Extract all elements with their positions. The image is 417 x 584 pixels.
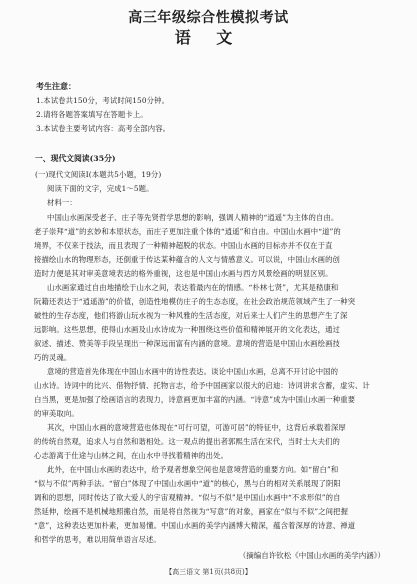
passage-line: 中国山水画深受老子、庄子等先贤哲学思想的影响，强调人精神的“逍遥”为主体的自由。: [47, 213, 339, 222]
notice-item-2: 2.请将各题答案填写在答题卡上。: [36, 110, 148, 119]
section-subheading: (一)现代文阅读Ⅰ(本题共5小题，19分): [35, 170, 162, 179]
passage-line: 心志游离于仕途与山林之间，在山水中寻找着精神的出处。: [34, 451, 229, 460]
passage-line: 远影响。这些思想，使得山水画及山水诗成为一种围绕这些价值和精神展开的文化表达，通过: [34, 325, 341, 334]
passage-line: 叙述、描述、赞美等手段呈现出一种深远而富有内涵的意境。意境的营造是中国山水画绘画技: [34, 339, 341, 348]
section-heading: 一、现代文阅读(35分): [35, 154, 116, 163]
section-instruction: 阅读下面的文字，完成1～5题。: [47, 184, 154, 193]
passage-line: 此外，在中国山水画的表达中，给予观者想象空间也是意境营造的重要方向。如“留白”和: [47, 465, 339, 474]
passage-line: 阮籍还表达于“逍遥游”的价值，创造性地模仿庄子的生态态度，在社会政治规范领域产生了一种突: [34, 297, 356, 306]
material-label: 材料一：: [47, 198, 77, 207]
passage-line: “似与不似”两种手法。“留白”体现了中国山水画中“道”的核心，黑与白的相对关系展现了阴阳: [34, 479, 341, 488]
passage-line: 山水画家通过自由地描绘于山水之间，表达着最内在的情感。“朴林七贤”，尤其是嵇康和: [47, 283, 339, 292]
passage-line: 造时力便是其对审美意境表达的格外重视，这也是中国山水画与西方风景绘画的明显区别。: [34, 269, 333, 278]
passage-line: 破性的生存态度，他们将游山玩水视为一种风雅的生活态度，对后来士人们产生的思想产生了深: [34, 311, 348, 320]
exam-title: 高三年级综合性模拟考试: [128, 10, 289, 26]
passage-line: 的审美取向。: [34, 409, 79, 418]
passage-line: 其次，中国山水画的意境营造也体现在“可行可望，可游可居”的特征中，这背后承载着深厚: [47, 423, 346, 432]
passage-line: 和哲学的思考，难以用简单语言尽述。: [34, 535, 161, 544]
page-footer: 【高三语文 第1页(共8页)】: [165, 568, 252, 576]
passage-line: 境界，不仅来于技法，而且表现了一种精神超脱的状态。中国山水画的目标亦并不仅在于直: [34, 241, 333, 250]
passage-line: 调和的思想，同时传达了欲大爱人的宇宙观精神。“似与不似”是中国山水画中“不求形似”的自: [34, 493, 341, 502]
passage-line: “意”，这种表达更加朴素，更加易懂。中国山水画的美学内涵博大精深，蕴含着深厚的诗意、禅道: [34, 521, 356, 530]
passage-line: 山水诗。诗词中的比兴、借物抒情、托物言志，给予中国画家以很大的启迪：诗词讲求含蓄，虚实、计: [34, 381, 370, 390]
passage-line: 白当黑，更是加强了绘画语言的表现力，诗意画更加丰富的内涵。“诗意”成为中国山水画一种重要: [34, 395, 356, 404]
notice-heading: 考生注意：: [36, 81, 76, 91]
notice-item-3: 3.本试卷主要考试内容：高考全部内容。: [36, 124, 171, 133]
subject-title: 语 文: [174, 28, 243, 47]
source-attribution: （摘编自许钦松《中国山水画的美学内涵》）: [238, 551, 385, 560]
passage-line: 老子崇拜“道”的玄妙和本原状态，而庄子更加注重个体的“逍遥”和自由。中国山水画中“道”的: [34, 227, 341, 236]
passage-line: 接描绘山水的物理形态，还倒重于传达某种蕴含的人文与情感意义。可以说，中国山水画的创: [34, 255, 341, 264]
passage-line: 然延伸，绘画不是机械地照搬自然，而是将自然视为“写意”的对象，画家在“似与不似”之间把握: [34, 507, 349, 516]
passage-line: 巧的灵魂。: [34, 353, 72, 362]
passage-line: 的传统自然观，追求人与自然和谐相处。这一观点的提出者郭熙生活在宋代，当时士大夫们的: [34, 437, 341, 446]
notice-item-1: 1.本试卷共150分，考试时间150分钟。: [36, 96, 170, 105]
passage-line: 意境的营造首先体现在中国山水画中的诗性表达。谈论中国山水画，总离不开讨论中国的: [47, 367, 339, 376]
